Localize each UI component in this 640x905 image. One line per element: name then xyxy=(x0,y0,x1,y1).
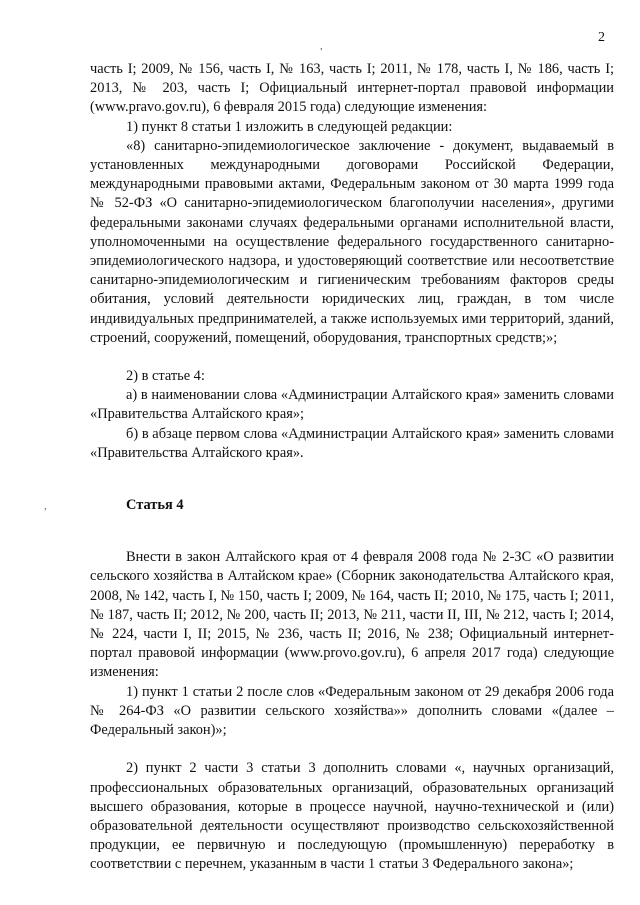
page-number: 2 xyxy=(598,30,605,45)
paragraph: «8) санитарно-эпидемиологическое заключение - документ, выдаваемый в установленных международными договорами Российской Федерации, международными правовыми актами, Федеральным законом от 30 марта 1999 года № 52-ФЗ «О санитарно-эпидемиологическом благополучии населения», другими федеральными законами случаях федеральными органами исполнительной власти, уполномоченными на осуществление федерального государственного санитарно-эпидемиологического надзора, и удостоверяющий соответствие или несоответствие санитарно-эпидемиологическим и гигиеническим требованиям факторов среды обитания, условий деятельности юридических лиц, граждан, в том числе индивидуальных предпринимателей, а также используемых ими территорий, зданий, строений, сооружений, помещений, оборудования, транспортных средств;»; xyxy=(90,137,614,346)
article-heading: Статья 4 xyxy=(126,497,184,514)
scan-mark: , xyxy=(44,500,47,512)
paragraph: часть I; 2009, № 156, часть I, № 163, часть I; 2011, № 178, часть I, № 186, часть I; 2013, № 203, часть I; Официальный интернет-портал правовой информации (www.pravo.gov.ru), 6 февраля 2015 года) следующие изменения: xyxy=(90,61,614,116)
paragraph: 2) пункт 2 части 3 статьи 3 дополнить словами «, научных организаций, профессиональных образовательных организаций, образовательных организаций высшего образования, которые в процессе научной, научно-технической и (или) образовательной деятельности осуществляют производство сельскохозяйственной продукции, ее первичную и последующую (промышленную) переработку в соответствии с перечнем, указанным в части 1 статьи 3 Федерального закона»; xyxy=(90,760,614,873)
paragraph: 2) в статье 4: xyxy=(126,368,205,385)
paragraph: 1) пункт 8 статьи 1 изложить в следующей редакции: xyxy=(126,118,453,135)
document-body xyxy=(90,60,614,875)
scan-mark: , xyxy=(320,40,323,52)
paragraph: Внести в закон Алтайского края от 4 февраля 2008 года № 2-ЗС «О развитии сельского хозяйства в Алтайском крае» (Сборник законодательства Алтайского края, 2008, № 142, часть I, № 150, часть I; 2009, № 164, часть II; 2010, № 175, часть I; 2011, № 187, часть II; 2012, № 200, часть II; 2013, № 211, части II, III, № 212, часть I; 2014, № 224, части I, II; 2015, № 236, часть II; 2016, № 238; Официальный интернет-портал правовой информации (www.provo.gov.ru), 6 апреля 2017 года) следующие изменения: xyxy=(90,549,614,681)
paragraph: б) в абзаце первом слова «Администрации Алтайского края» заменить словами «Правительства Алтайского края». xyxy=(90,425,614,461)
paragraph: а) в наименовании слова «Администрации Алтайского края» заменить словами «Правительства Алтайского края»; xyxy=(90,387,614,423)
paragraph: 1) пункт 1 статьи 2 после слов «Федеральным законом от 29 декабря 2006 года № 264-ФЗ «О развитии сельского хозяйства»» дополнить словами «(далее – Федеральный закон)»; xyxy=(90,683,614,739)
